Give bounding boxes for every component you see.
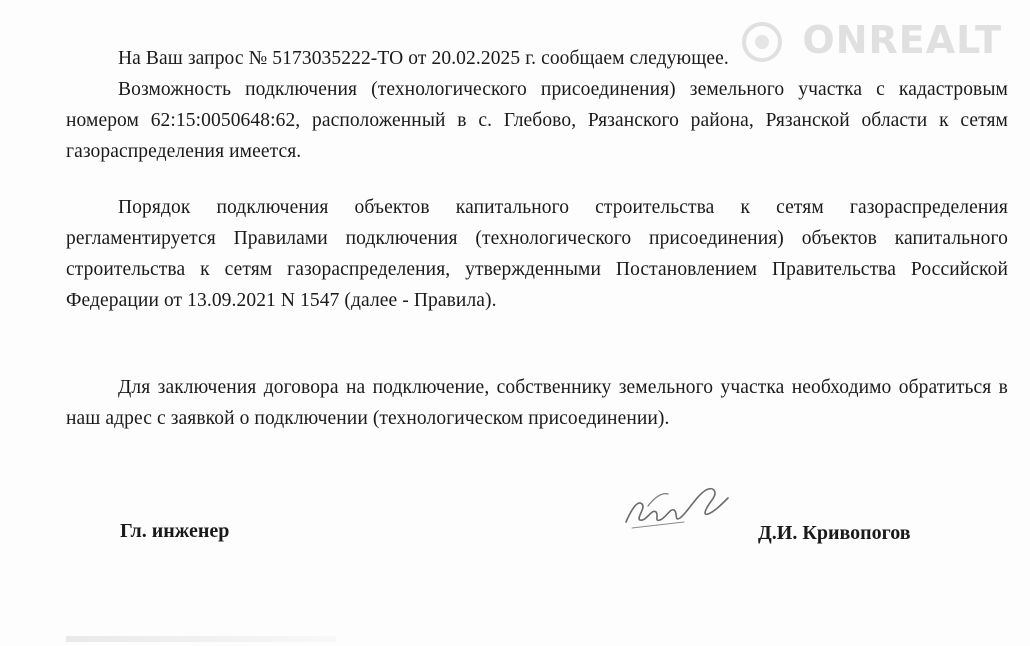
- intro-paragraph: На Ваш запрос № 5173035222-ТО от 20.02.2025 г. сообщаем следующее.: [118, 48, 729, 69]
- signatory-title: Гл. инженер: [120, 520, 230, 542]
- watermark: ONREALT: [802, 18, 1002, 62]
- signatory-name: Д.И. Кривопогов: [758, 522, 911, 544]
- handwritten-signature-icon: [618, 478, 738, 538]
- contract-application-paragraph: Для заключения договора на подключение, собственнику земельного участка необходимо обратиться в наш адрес с заявкой о подключении (технологическом присоединении).: [66, 377, 1008, 429]
- connection-possibility-paragraph: Возможность подключения (технологического присоединения) земельного участка с кадастровым номером 62:15:0050648:62, расположенный в с. Глебово, Рязанского района, Рязанской области к сетям газораспределения имеется.: [66, 79, 1008, 162]
- footer-faded-text: [66, 636, 336, 642]
- connection-procedure-paragraph: Порядок подключения объектов капитального строительства к сетям газораспределения регламентируется Правилами подключения (технологического присоединения) объектов капитального строительства к сетям газораспределения, утвержденными Постановлением Правительства Российской Федерации от 13.09.2021 N 1547 (далее - Правила).: [66, 197, 1008, 311]
